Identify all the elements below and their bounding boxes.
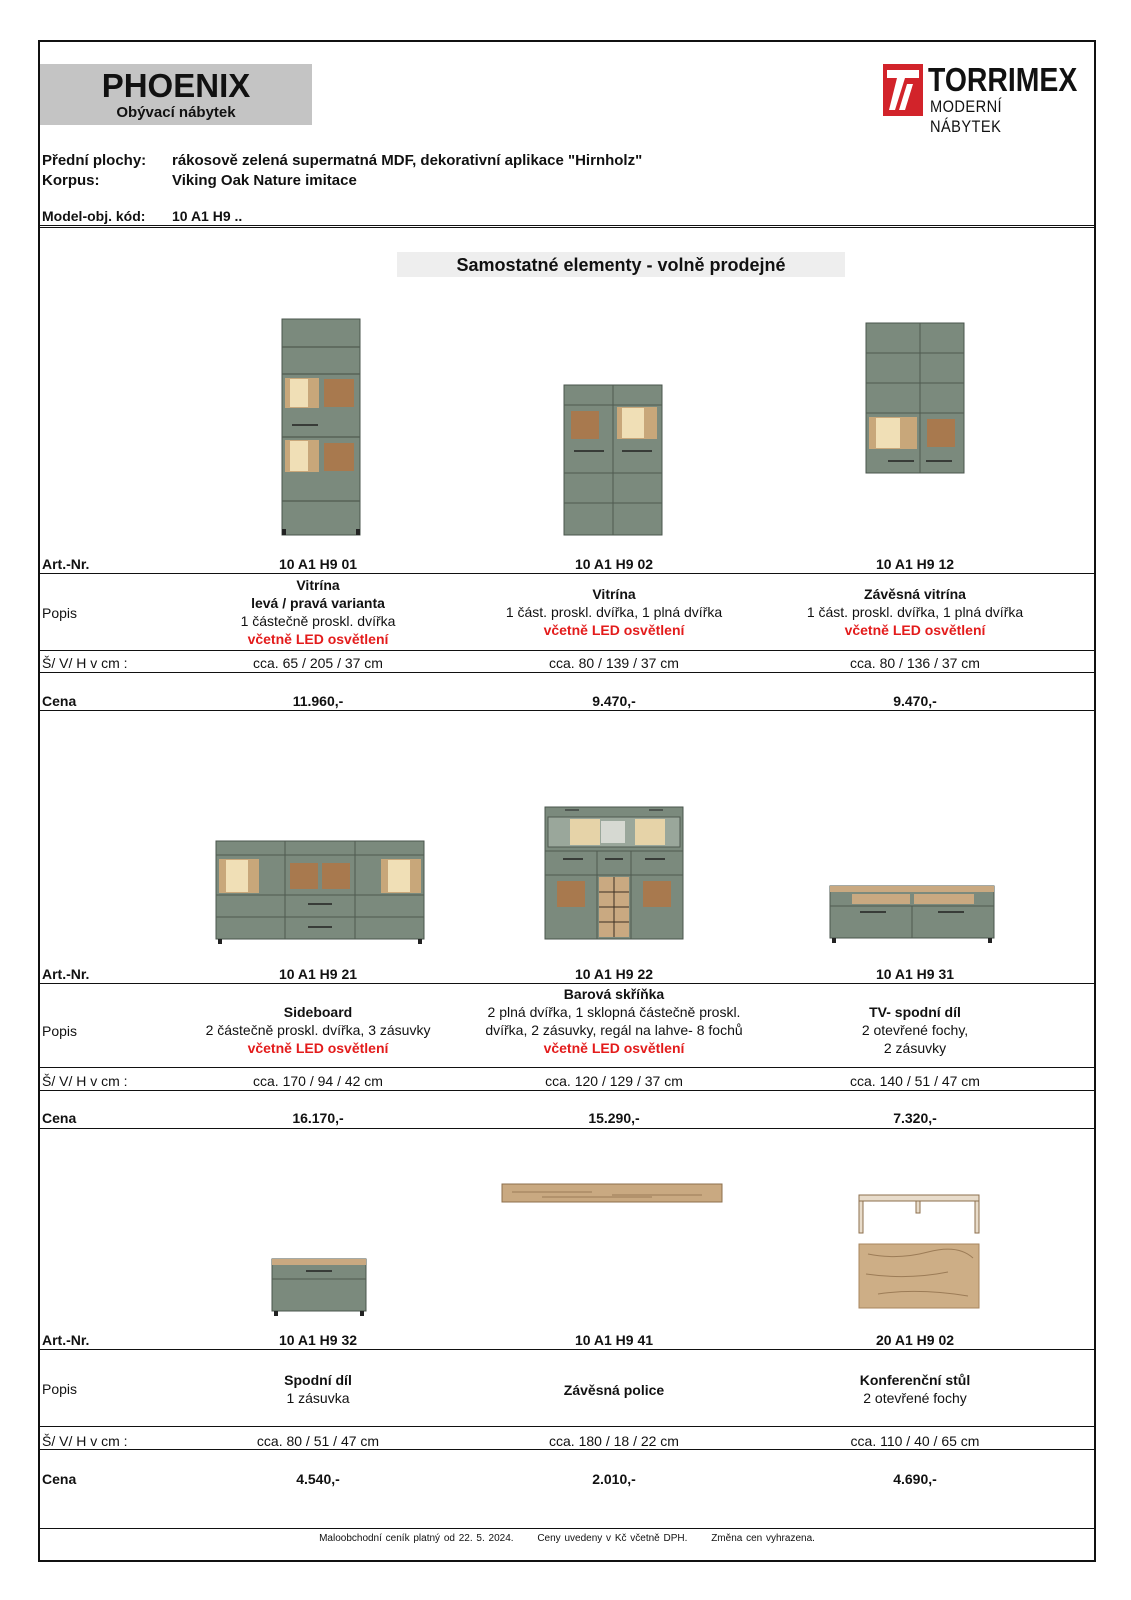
price: 2.010,- (592, 1471, 636, 1487)
dimensions: cca. 170 / 94 / 42 cm (253, 1073, 383, 1089)
divider (40, 1426, 1094, 1427)
product-image-vitrina (564, 385, 664, 537)
meta-value: Viking Oak Nature imitace (172, 172, 357, 189)
popis-label: Popis (42, 1381, 78, 1397)
product-detail: 1 část. proskl. dvířka, 1 plná dvířka (505, 604, 723, 620)
divider (40, 983, 1094, 984)
torrimex-logo-icon (883, 64, 923, 116)
product-image-barova-skrinka (545, 807, 687, 945)
art-nr: 20 A1 H9 02 (875, 1332, 955, 1348)
product-image-tv-spodni-dil (830, 886, 998, 944)
divider (40, 710, 1094, 711)
dimensions: cca. 80 / 51 / 47 cm (256, 1433, 380, 1449)
meta-label: Korpus: (42, 172, 100, 189)
art-nr-label: Art.-Nr. (42, 966, 90, 982)
price: 4.540,- (296, 1471, 340, 1487)
led-note: včetně LED osvětlení (844, 622, 986, 638)
product-name: Sideboard (283, 1004, 353, 1020)
footer-disclaimer: Změna cen vyhrazena. (711, 1533, 815, 1544)
description-cell (463, 985, 765, 1057)
footer-validity: Maloobchodní ceník platný od 22. 5. 2024. (319, 1533, 514, 1544)
meta-label: Přední plochy: (42, 152, 147, 169)
description-cell (173, 1371, 463, 1407)
divider (40, 225, 1094, 228)
product-name: Závěsná police (563, 1382, 665, 1398)
divider (40, 672, 1094, 673)
product-image-zavesna-police (502, 1184, 724, 1204)
product-name: Konferenční stůl (859, 1372, 971, 1388)
dimensions: cca. 110 / 40 / 65 cm (850, 1433, 980, 1449)
dimensions: cca. 120 / 129 / 37 cm (545, 1073, 683, 1089)
product-detail: 2 plná dvířka, 1 sklopná částečně proskl. (487, 1004, 741, 1020)
dimensions: cca. 140 / 51 / 47 cm (850, 1073, 980, 1089)
art-nr-label: Art.-Nr. (42, 1332, 90, 1348)
divider (40, 1128, 1094, 1129)
meta-value: rákosově zelená supermatná MDF, dekorativní aplikace "Hirnholz" (172, 152, 643, 169)
art-nr: 10 A1 H9 02 (574, 556, 654, 572)
title-box (40, 64, 312, 125)
product-detail: 2 otevřené fochy, (861, 1022, 969, 1038)
product-detail: 1 zásuvka (286, 1390, 350, 1406)
dimensions: cca. 80 / 139 / 37 cm (549, 655, 679, 671)
page-title: PHOENIX (101, 67, 251, 104)
dims-label: Š/ V/ H v cm : (42, 1433, 128, 1449)
divider (40, 1349, 1094, 1350)
product-detail: 1 část. proskl. dvířka, 1 plná dvířka (806, 604, 1024, 620)
footer-vat: Ceny uvedeny v Kč včetně DPH. (537, 1533, 688, 1544)
description-cell (463, 585, 765, 639)
dimensions: cca. 180 / 18 / 22 cm (549, 1433, 679, 1449)
price: 11.960,- (292, 693, 344, 709)
divider (40, 1090, 1094, 1091)
art-nr: 10 A1 H9 31 (875, 966, 955, 982)
brand-name: TORRIMEX (928, 61, 1078, 98)
led-note: včetně LED osvětlení (247, 1040, 389, 1056)
popis-label: Popis (42, 605, 78, 621)
description-cell (173, 576, 463, 648)
price: 9.470,- (592, 693, 636, 709)
description-cell (765, 1371, 1065, 1407)
product-name: TV- spodní díl (869, 1004, 961, 1020)
price: 9.470,- (893, 693, 937, 709)
product-name: Závěsná vitrína (864, 586, 966, 602)
art-nr: 10 A1 H9 22 (574, 966, 654, 982)
dimensions: cca. 65 / 205 / 37 cm (253, 655, 383, 671)
popis-label: Popis (42, 1023, 78, 1039)
art-nr: 10 A1 H9 32 (278, 1332, 358, 1348)
footer-note (40, 1533, 1094, 1544)
description-cell (173, 1003, 463, 1057)
price: 4.690,- (893, 1471, 937, 1487)
divider (40, 650, 1094, 651)
product-detail: 2 zásuvky (883, 1040, 947, 1056)
led-note: včetně LED osvětlení (543, 1040, 685, 1056)
price: 16.170,- (292, 1110, 344, 1126)
product-name: Vitrína (592, 586, 636, 602)
dims-label: Š/ V/ H v cm : (42, 655, 128, 671)
art-nr: 10 A1 H9 01 (278, 556, 358, 572)
description-cell (765, 585, 1065, 639)
art-nr: 10 A1 H9 21 (278, 966, 358, 982)
product-variant: levá / pravá varianta (251, 595, 385, 611)
art-nr: 10 A1 H9 41 (574, 1332, 654, 1348)
art-nr-label: Art.-Nr. (42, 556, 90, 572)
brand-tagline: MODERNÍ NÁBYTEK (930, 97, 1003, 136)
product-detail: dvířka, 2 zásuvky, regál na lahve- 8 fochů (485, 1022, 743, 1038)
divider (40, 1449, 1094, 1450)
price-sheet-frame (38, 40, 1096, 1562)
product-name: Spodní díl (284, 1372, 352, 1388)
product-name: Vitrína (296, 577, 340, 593)
product-image-sideboard (216, 841, 428, 945)
price-label: Cena (42, 1110, 77, 1126)
price: 7.320,- (893, 1110, 937, 1126)
dimensions: cca. 80 / 136 / 37 cm (850, 655, 980, 671)
page-subtitle: Obývací nábytek (116, 104, 236, 121)
price-label: Cena (42, 1471, 77, 1487)
price-label: Cena (42, 693, 77, 709)
price: 15.290,- (588, 1110, 640, 1126)
product-name: Barová skříňka (563, 986, 665, 1002)
section-title: Samostatné elementy - volně prodejné (397, 252, 845, 277)
divider (40, 1067, 1094, 1068)
product-detail: 1 částečně proskl. dvířka (240, 613, 396, 629)
product-detail: 2 otevřené fochy (863, 1390, 967, 1406)
description-cell (463, 1381, 765, 1399)
meta-value: 10 A1 H9 .. (172, 208, 243, 224)
brand-logo (883, 61, 1088, 136)
led-note: včetně LED osvětlení (543, 622, 685, 638)
meta-label: Model-obj. kód: (42, 208, 146, 224)
product-detail: 2 částečně proskl. dvířka, 3 zásuvky (205, 1022, 431, 1038)
product-image-vitrina-tall (282, 319, 362, 537)
dims-label: Š/ V/ H v cm : (42, 1073, 128, 1089)
product-image-zavesna-vitrina (866, 323, 966, 475)
description-cell (765, 1003, 1065, 1057)
art-nr: 10 A1 H9 12 (875, 556, 955, 572)
divider (40, 1528, 1094, 1529)
product-image-konferencni-stul (858, 1194, 984, 1312)
divider (40, 573, 1094, 574)
led-note: včetně LED osvětlení (247, 631, 389, 647)
product-image-spodni-dil (272, 1259, 370, 1317)
